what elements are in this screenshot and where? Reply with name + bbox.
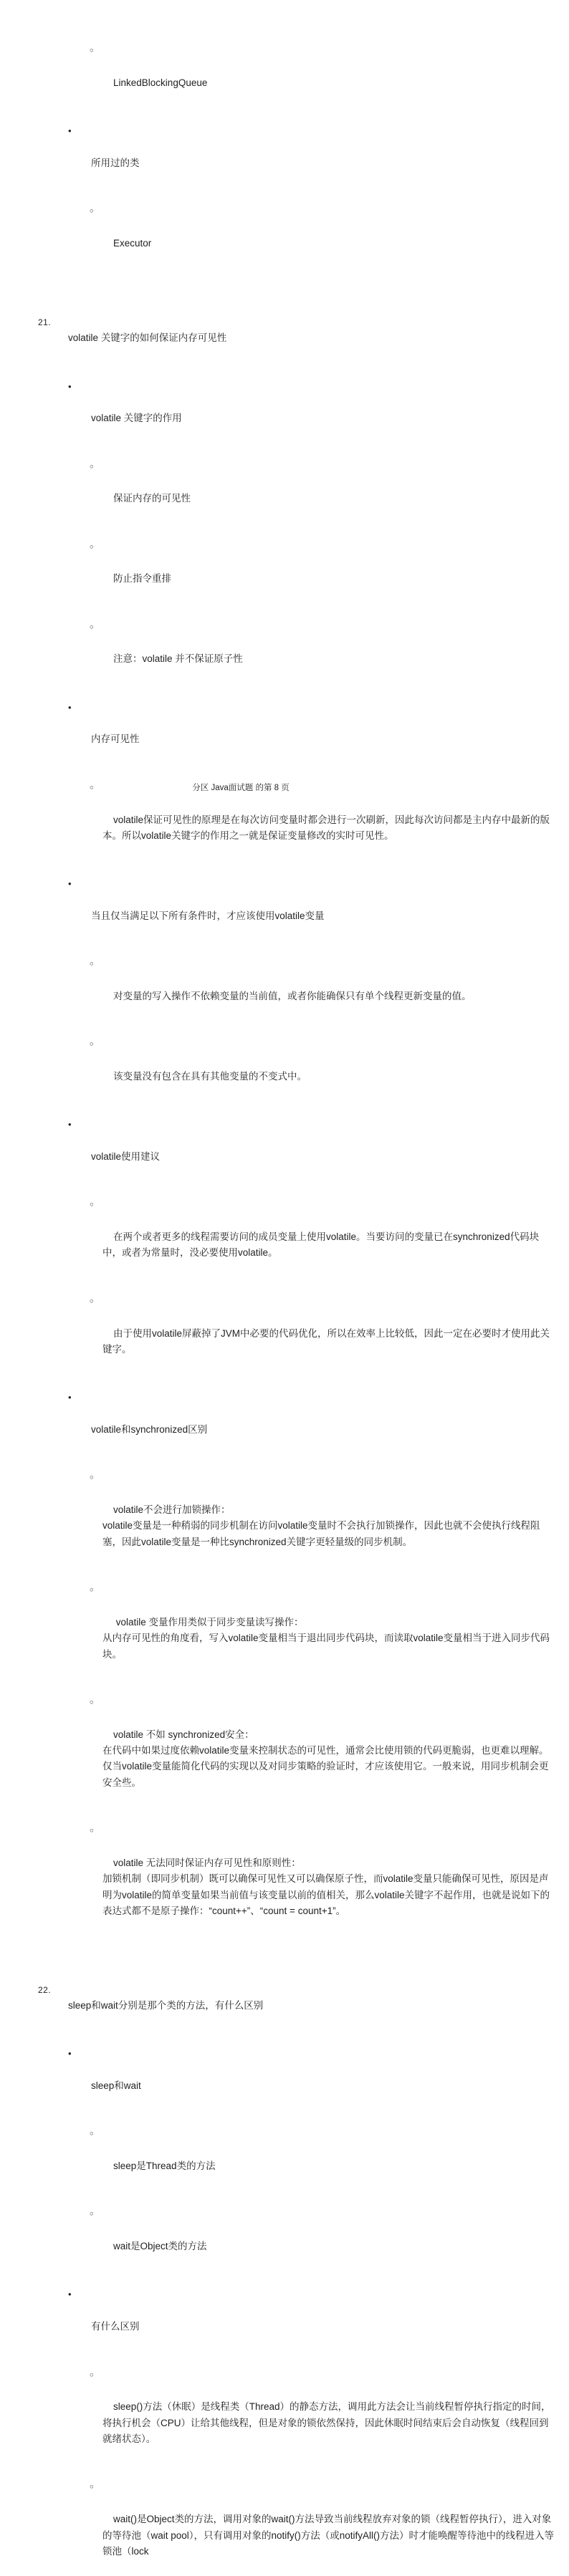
item-text: wait()是Object类的方法，调用对象的wait()方法导致当前线程放弃对象的锁（线程暂停执行），进入对象的等待池（wait pool），只有调用对象的notify()方法（或notifyAll()方法）时才能唤醒等待池中的线程进入等锁池（lock: [102, 2514, 555, 2557]
page-footer: 分区 Java面试题 的第 8 页: [192, 784, 290, 792]
item-text: 所用过的类: [91, 158, 140, 169]
bullet-dot-icon: •: [68, 1392, 72, 1403]
list-item: [0, 2030, 569, 2110]
item-text: 由于使用volatile屏蔽掉了JVM中必要的代码优化，所以在效率上比较低，因此一定在必要时才使用此关键字。: [102, 1327, 550, 1355]
item-text: volatile不会进行加锁操作： volatile变量是一种稍弱的同步机制在访问volatile变量时不会执行加锁操作，因此也就不会使执行线程阻塞，因此volatile变量是一种比synchronized关键字更轻量级的同步机制。: [102, 1504, 540, 1547]
bullet-circle-icon: ○: [90, 2130, 94, 2138]
list-item: [0, 860, 569, 941]
item-text: volatile保证可见性的原理是在每次访问变量时都会进行一次刷新，因此每次访问都是主内存中最新的版本。所以volatile关键字的作用之一就是保证变量修改的实时可见性。: [102, 814, 550, 841]
item-text: 保证内存的可见性: [113, 493, 191, 504]
item-text: volatile 变量作用类似于同步变量读写操作： 从内存可见性的角度看，写入volatile变量相当于退出同步代码块，而读取volatile变量相当于进入同步代码块。: [102, 1616, 550, 1660]
bullet-circle-icon: ○: [90, 960, 94, 969]
item-text: volatile和synchronized区别: [91, 1423, 208, 1435]
list-item: [0, 2110, 569, 2191]
item-text: volatile 关键字的作用: [91, 413, 182, 424]
list-item: [0, 1678, 569, 1807]
list-item: [0, 1101, 569, 1181]
item-text: LinkedBlockingQueue: [113, 77, 208, 89]
item-text: sleep是Thread类的方法: [113, 2161, 216, 2172]
list-item: [0, 523, 569, 603]
bullet-dot-icon: •: [68, 701, 72, 713]
list-item: [0, 2351, 569, 2464]
item-text: sleep和wait: [91, 2080, 141, 2092]
list-item: [0, 1021, 569, 1101]
item-text: 在两个或者更多的线程需要访问的成员变量上使用volatile。当要访问的变量已在synchronized代码块中，或者为常量时，没必要使用volatile。: [102, 1231, 540, 1259]
bullet-circle-icon: ○: [90, 1297, 94, 1305]
list-item: [0, 1567, 569, 1679]
bullet-circle-icon: ○: [90, 1827, 94, 1835]
list-item: [0, 362, 569, 443]
bullet-dot-icon: •: [68, 878, 72, 890]
item-number: 21.: [38, 317, 52, 327]
item-text: wait是Object类的方法: [113, 2241, 207, 2252]
item-text: volatile 无法同时保证内存可见性和原则性： 加锁机制（即同步机制）既可以确保可见性又可以确保原子性，而volatile变量只能确保可见性，原因是声明为volatile的简单变量如果当前值与该变量以前的值相关，那么volatile关键字不起作用，也就是说如下的表达式都不是原子操作：“count++”、“count = count+1”。: [102, 1857, 550, 1917]
bullet-circle-icon: ○: [90, 1698, 94, 1706]
bullet-circle-icon: ○: [90, 2370, 94, 2379]
list-item: [0, 107, 569, 188]
item-text: 内存可见性: [91, 734, 140, 745]
list-item: [0, 1277, 569, 1373]
bullet-circle-icon: ○: [90, 462, 94, 471]
item-text: 当且仅当满足以下所有条件时，才应该使用volatile变量: [91, 910, 325, 921]
list-item: [0, 764, 569, 860]
list-item: [0, 941, 569, 1021]
bullet-dot-icon: •: [68, 2048, 72, 2060]
list-item: [0, 1374, 569, 1454]
item-text: Executor: [113, 238, 152, 249]
item-text: volatile使用建议: [91, 1151, 161, 1163]
bullet-dot-icon: •: [68, 2289, 72, 2300]
item-text: sleep()方法（休眠）是线程类（Thread）的静态方法，调用此方法会让当前线程暂停执行指定的时间，将执行机会（CPU）让给其他线程，但是对象的锁依然保持，因此休眠时间结束后会自动恢复（线程回到就绪状态）。: [102, 2401, 551, 2445]
bullet-circle-icon: ○: [90, 2210, 94, 2219]
bullet-circle-icon: ○: [90, 1040, 94, 1049]
list-item: [0, 282, 569, 362]
bullet-circle-icon: ○: [90, 1201, 94, 1209]
bullet-circle-icon: ○: [90, 2483, 94, 2491]
list-item: [0, 1454, 569, 1567]
bullet-circle-icon: ○: [90, 47, 94, 55]
bullet-circle-icon: ○: [90, 623, 94, 631]
bullet-dot-icon: •: [68, 380, 72, 392]
list-item: [0, 27, 569, 107]
list-item: [0, 2464, 569, 2576]
bullet-dot-icon: •: [68, 125, 72, 137]
item-text: 该变量没有包含在具有其他变量的不变式中。: [113, 1071, 307, 1082]
bullet-circle-icon: ○: [90, 783, 94, 792]
list-item: [0, 1807, 569, 1936]
item-text: 防止指令重排: [113, 573, 172, 585]
bullet-dot-icon: •: [68, 1119, 72, 1130]
item-text: sleep和wait分别是那个类的方法，有什么区别: [68, 2000, 264, 2012]
item-number: 22.: [38, 1984, 52, 1995]
list-item: [0, 443, 569, 523]
bullet-circle-icon: ○: [90, 1586, 94, 1594]
bullet-circle-icon: ○: [90, 1474, 94, 1482]
item-text: 对变量的写入操作不依赖变量的当前值，或者你能确保只有单个线程更新变量的值。: [113, 990, 472, 1001]
list-item: [0, 2191, 569, 2271]
list-item: [0, 683, 569, 764]
list-item: [0, 603, 569, 683]
item-text: 注意：volatile 并不保证原子性: [113, 653, 243, 665]
list-item: [0, 1950, 569, 2030]
bullet-circle-icon: ○: [90, 207, 94, 216]
item-text: volatile 不如 synchronized安全： 在代码中如果过度依赖volatile变量来控制状态的可见性，通常会比使用锁的代码更脆弱，也更难以理解。仅当volatile变量能简化代码的实现以及对同步策略的验证时，才应该使用它。一般来说，用同步机制会更安全些。: [102, 1729, 549, 1788]
bullet-circle-icon: ○: [90, 542, 94, 551]
list-item: [0, 1181, 569, 1277]
list-item: [0, 188, 569, 268]
item-text: 有什么区别: [91, 2321, 140, 2332]
list-item: [0, 2271, 569, 2351]
item-text: volatile 关键字的如何保证内存可见性: [68, 332, 227, 344]
